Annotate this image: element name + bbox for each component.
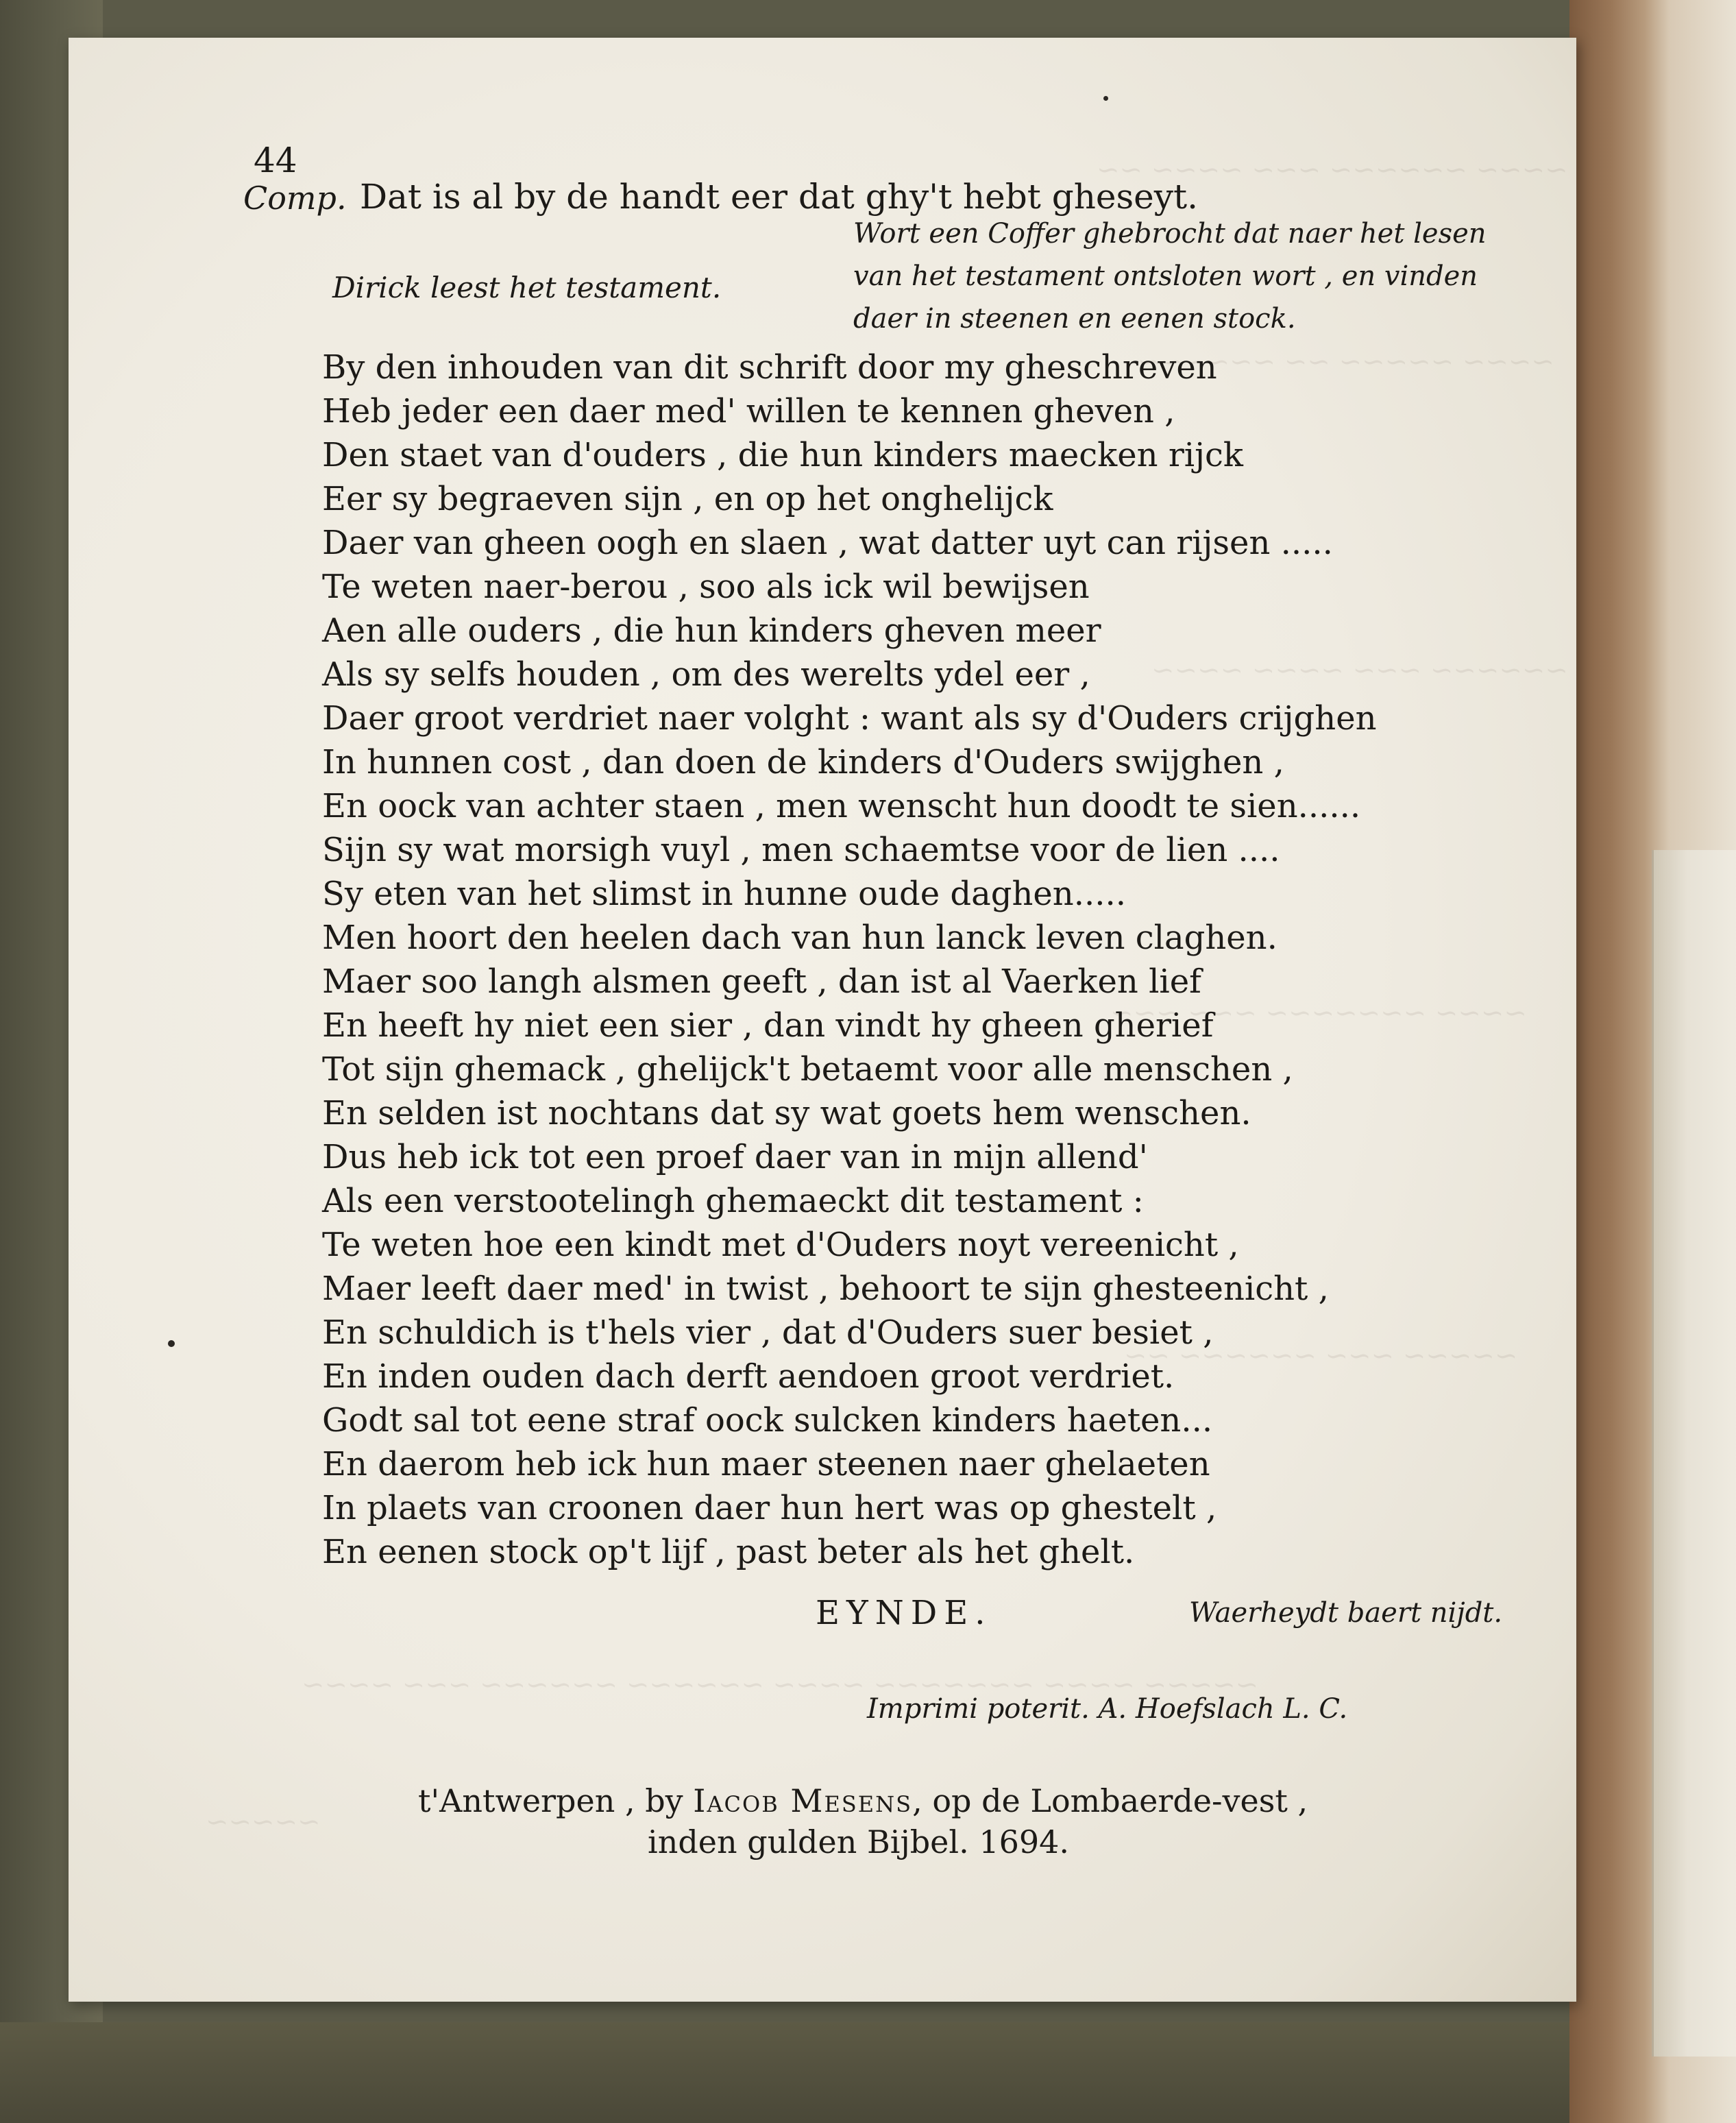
verse-line: En eenen stock op't lijf , past beter als het ghelt. bbox=[322, 1533, 1135, 1571]
verse-line: Maer leeft daer med' in twist , behoort te sijn ghesteenicht , bbox=[322, 1270, 1329, 1308]
show-through: ~~~~~~ ~~~ ~~~~ ~~~~ bbox=[1151, 655, 1568, 686]
verse-line: Sy eten van het slimst in hunne oude daghen..... bbox=[322, 875, 1126, 913]
show-through: ~~~~~ ~~~ ~~~~~~ ~~ bbox=[1124, 1340, 1518, 1372]
stage-direction-line: daer in steenen en eenen stock. bbox=[853, 303, 1296, 335]
speaker-label: Comp. bbox=[243, 180, 347, 217]
stage-direction-line: van het testament ontsloten wort , en vinden bbox=[853, 260, 1478, 292]
verse-line: Als sy selfs houden , om des werelts ydel eer , bbox=[322, 655, 1090, 694]
verse-line: Daer groot verdriet naer volght : want als sy d'Ouders crijghen bbox=[322, 699, 1377, 738]
background-fabric-bottom bbox=[0, 2022, 1736, 2123]
paper-slip bbox=[1652, 850, 1736, 2057]
imprimatur: Imprimi poterit. A. Hoefslach L. C. bbox=[867, 1693, 1348, 1725]
verse-line: By den inhouden van dit schrift door my gheschreven bbox=[322, 348, 1217, 387]
verse-line: Heb jeder een daer med' willen te kennen gheven , bbox=[322, 392, 1175, 430]
verse-line: Daer van gheen oogh en slaen , wat datter uyt can rijsen ..... bbox=[322, 524, 1333, 562]
reading-note: Dirick leest het testament. bbox=[332, 271, 722, 304]
verse-line: En heeft hy niet een sier , dan vindt hy gheen gherief bbox=[322, 1006, 1214, 1045]
verse-line: Eer sy begraeven sijn , en op het onghelijck bbox=[322, 480, 1053, 518]
verse-line: Den staet van d'ouders , die hun kinders maecken rijck bbox=[322, 436, 1243, 474]
verse-line: En inden ouden dach derft aendoen groot verdriet. bbox=[322, 1357, 1175, 1396]
show-through: ~~~~ ~~~~~~ ~~~ ~~~~ ~~ bbox=[1097, 154, 1568, 186]
imprint-address: , op de Lombaerde-vest , bbox=[912, 1782, 1308, 1819]
ink-speck bbox=[1103, 96, 1108, 101]
stage-direction-line: Wort een Coffer ghebrocht dat naer het lesen bbox=[853, 218, 1487, 250]
show-through: ~~~~ ~~~~~~~ ~~~ ~~~ bbox=[1110, 997, 1527, 1029]
imprint-printer: Iacob Mesens bbox=[693, 1782, 913, 1819]
verse-line: Te weten hoe een kindt met d'Ouders noyt vereenicht , bbox=[322, 1226, 1239, 1264]
verse-line: Tot sijn ghemack , ghelijck't betaemt voor alle menschen , bbox=[322, 1050, 1293, 1089]
verse-line: Men hoort den heelen dach van hun lanck leven claghen. bbox=[322, 919, 1277, 957]
verse-line: Te weten naer-berou , soo als ick wil bewijsen bbox=[322, 568, 1090, 606]
motto: Waerheydt baert nijdt. bbox=[1189, 1597, 1503, 1629]
show-through: ~~~~~ bbox=[206, 1806, 321, 1838]
verse-line: Aen alle ouders , die hun kinders gheven meer bbox=[322, 611, 1101, 650]
verse-line: Als een verstootelingh ghemaeckt dit testament : bbox=[322, 1182, 1144, 1220]
verse-line: In hunnen cost , dan doen de kinders d'Ouders swijghen , bbox=[322, 743, 1284, 781]
verse-line: Sijn sy wat morsigh vuyl , men schaemtse voor de lien .... bbox=[322, 831, 1280, 869]
verse-line: Godt sal tot eene straf oock sulcken kinders haeten... bbox=[322, 1401, 1213, 1440]
verse-line: Maer soo langh alsmen geeft , dan ist al Vaerken lief bbox=[322, 962, 1201, 1001]
end-word: EYNDE. bbox=[816, 1594, 992, 1632]
first-line: Dat is al by de handt eer dat ghy't hebt gheseyt. bbox=[360, 177, 1198, 217]
show-through: ~~~~ ~~~~~ ~~ ~~~~~~ bbox=[1138, 346, 1554, 378]
verse-line: In plaets van croonen daer hun hert was op ghestelt , bbox=[322, 1489, 1217, 1527]
page-number: 44 bbox=[254, 141, 297, 180]
show-through: ~~~~~ ~~~~ ~~~~~~~ ~~~~ ~~~~~~ ~~~~~~ ~~~ ~~~~ bbox=[302, 1669, 1259, 1701]
verse-line: En schuldich is t'hels vier , dat d'Ouders suer besiet , bbox=[322, 1313, 1214, 1352]
verse-line: En daerom heb ick hun maer steenen naer ghelaeten bbox=[322, 1445, 1210, 1483]
ink-speck bbox=[168, 1340, 175, 1347]
verse-line: En selden ist nochtans dat sy wat goets hem wenschen. bbox=[322, 1094, 1251, 1132]
verse-line: Dus heb ick tot een proef daer van in mijn allend' bbox=[322, 1138, 1148, 1176]
imprint-line-2: inden gulden Bijbel. 1694. bbox=[648, 1823, 1070, 1860]
verse-line: En oock van achter staen , men wenscht hun doodt te sien...... bbox=[322, 787, 1361, 825]
imprint-line-1 bbox=[418, 1782, 1308, 1819]
imprint-city: t'Antwerpen , by bbox=[418, 1782, 683, 1819]
